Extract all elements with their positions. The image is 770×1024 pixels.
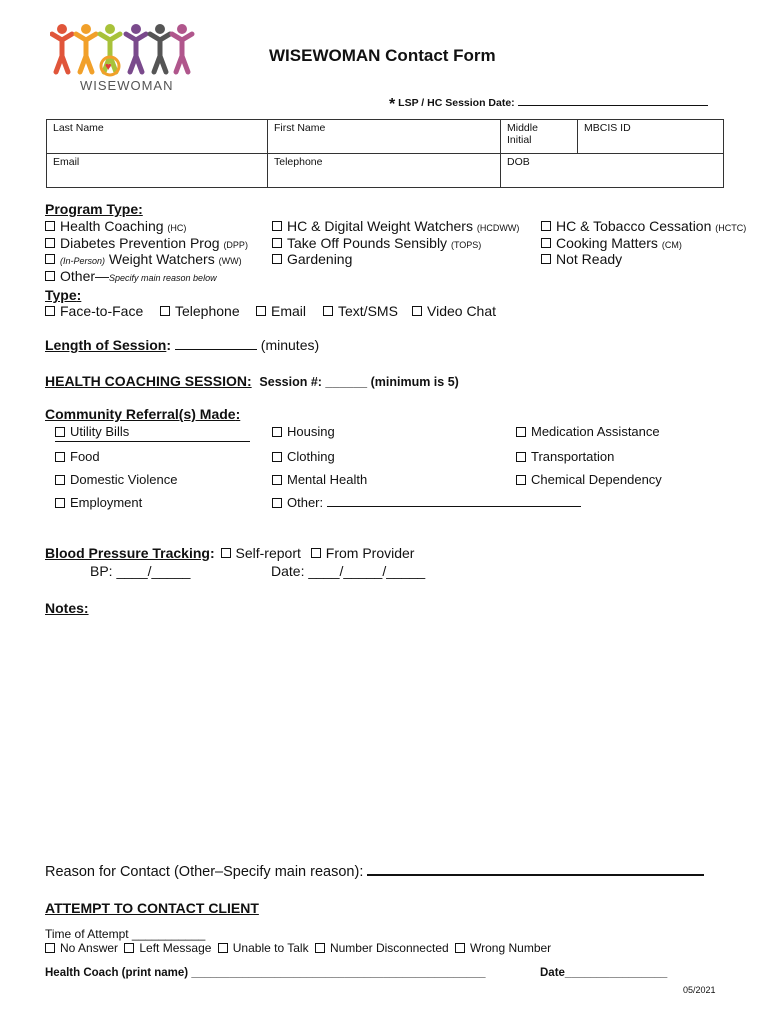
middle-initial-label: Middle Initial — [507, 122, 538, 146]
checkbox-icon[interactable] — [45, 943, 55, 953]
time-of-attempt[interactable]: Time of Attempt ___________ — [45, 927, 206, 941]
checkbox-icon[interactable] — [272, 498, 282, 508]
checkbox-icon[interactable] — [45, 271, 55, 281]
checkbox-icon[interactable] — [541, 254, 551, 264]
checkbox-icon[interactable] — [516, 475, 526, 485]
attempt-no-answer[interactable]: No Answer — [60, 941, 119, 955]
checkbox-icon[interactable] — [315, 943, 325, 953]
ref-employment[interactable]: Employment — [55, 495, 142, 510]
program-dpp[interactable]: Diabetes Prevention Prog (DPP) — [45, 235, 248, 251]
ref-utility-bills[interactable]: Utility Bills — [55, 424, 129, 439]
checkbox-icon[interactable] — [55, 475, 65, 485]
type-email[interactable]: Email — [256, 303, 306, 319]
notes-area[interactable] — [45, 622, 725, 852]
checkbox-icon[interactable] — [124, 943, 134, 953]
ref-mental-health[interactable]: Mental Health — [272, 472, 367, 487]
type-heading: Type: — [45, 287, 82, 303]
last-name-label: Last Name — [53, 122, 104, 134]
checkbox-icon[interactable] — [272, 238, 282, 248]
bp-date[interactable]: Date: ____/_____/_____ — [271, 563, 426, 579]
reason-line — [367, 874, 704, 876]
ref-housing[interactable]: Housing — [272, 424, 335, 439]
ref-domestic-violence[interactable]: Domestic Violence — [55, 472, 177, 487]
program-gardening[interactable]: Gardening — [272, 251, 352, 267]
bp-from-provider[interactable]: From Provider — [325, 545, 415, 561]
logo-heart: ♥ — [105, 61, 112, 73]
checkbox-icon[interactable] — [55, 498, 65, 508]
health-coaching-session-field[interactable] — [45, 373, 459, 389]
length-of-session-field[interactable]: Length of Session: (minutes) — [45, 337, 320, 353]
asterisk: * — [389, 96, 396, 113]
checkbox-icon[interactable] — [272, 221, 282, 231]
ref-clothing[interactable]: Clothing — [272, 449, 335, 464]
session-number: Session #: ______ (minimum is 5) — [259, 375, 459, 389]
last-name-field[interactable] — [47, 120, 268, 154]
checkbox-icon[interactable] — [516, 452, 526, 462]
logo-figure — [126, 24, 146, 72]
email-field[interactable] — [47, 154, 268, 188]
attempt-left-message[interactable]: Left Message — [139, 941, 212, 955]
client-info-table — [46, 119, 724, 188]
checkbox-icon[interactable] — [55, 452, 65, 462]
program-cm[interactable]: Cooking Matters (CM) — [541, 235, 682, 251]
attempt-heading: ATTEMPT TO CONTACT CLIENT — [45, 900, 259, 916]
referrals-heading: Community Referral(s) Made: — [45, 406, 241, 422]
checkbox-icon[interactable] — [455, 943, 465, 953]
health-coaching-label: HEALTH COACHING SESSION: — [45, 373, 252, 389]
checkbox-icon[interactable] — [272, 452, 282, 462]
type-text-sms[interactable]: Text/SMS — [323, 303, 398, 319]
program-hcdww[interactable]: HC & Digital Weight Watchers (HCDWW) — [272, 218, 519, 234]
form-version: 05/2021 — [683, 985, 716, 995]
checkbox-icon[interactable] — [218, 943, 228, 953]
attempt-number-disconnected[interactable]: Number Disconnected — [329, 941, 449, 955]
notes-heading: Notes: — [45, 600, 89, 616]
session-date-label: LSP / HC Session Date: — [398, 97, 515, 109]
length-unit: (minutes) — [260, 337, 320, 353]
bp-self-report[interactable]: Self-report — [235, 545, 301, 561]
reason-label: Reason for Contact (Other–Specify main reason): — [45, 864, 364, 880]
ref-chemical-dependency[interactable]: Chemical Dependency — [516, 472, 662, 487]
checkbox-icon[interactable] — [45, 254, 55, 264]
checkbox-icon[interactable] — [45, 221, 55, 231]
checkbox-icon[interactable] — [323, 306, 333, 316]
utility-bills-underline — [55, 441, 250, 442]
bp-tracking-row: Blood Pressure Tracking: Self-report From Provider — [45, 545, 415, 561]
checkbox-icon[interactable] — [272, 475, 282, 485]
mbcis-id-label: MBCIS ID — [584, 122, 631, 134]
attempt-options — [45, 941, 551, 955]
ref-other[interactable]: Other: — [272, 495, 581, 510]
program-hctc[interactable]: HC & Tobacco Cessation (HCTC) — [541, 218, 746, 234]
dob-field[interactable] — [501, 154, 724, 188]
checkbox-icon[interactable] — [272, 427, 282, 437]
program-other[interactable]: Other—Specify main reason below — [45, 268, 217, 284]
health-coach-name-field[interactable]: Health Coach (print name) ______________________________________________ — [45, 967, 486, 979]
logo-text: WISEWOMAN — [80, 78, 174, 93]
checkbox-icon[interactable] — [541, 238, 551, 248]
telephone-label: Telephone — [274, 156, 323, 168]
form-title: WISEWOMAN Contact Form — [269, 46, 496, 65]
session-date-line — [518, 105, 708, 106]
program-tops[interactable]: Take Off Pounds Sensibly (TOPS) — [272, 235, 481, 251]
bp-reading[interactable]: BP: ____/_____ — [90, 563, 191, 579]
checkbox-icon[interactable] — [160, 306, 170, 316]
checkbox-icon[interactable] — [45, 238, 55, 248]
program-type-heading: Program Type: — [45, 201, 143, 217]
checkbox-icon[interactable] — [272, 254, 282, 264]
attempt-wrong-number[interactable]: Wrong Number — [470, 941, 552, 955]
session-date-field[interactable] — [389, 96, 708, 114]
mbcis-id-field[interactable] — [578, 120, 724, 154]
checkbox-icon[interactable] — [45, 306, 55, 316]
logo-figure — [76, 24, 96, 72]
reason-for-contact-field[interactable] — [45, 864, 704, 880]
middle-initial-field[interactable] — [501, 120, 578, 154]
health-coach-date-field[interactable]: Date________________ — [540, 967, 668, 979]
checkbox-icon[interactable] — [256, 306, 266, 316]
length-line — [175, 349, 257, 350]
checkbox-icon[interactable] — [541, 221, 551, 231]
checkbox-icon[interactable] — [55, 427, 65, 437]
email-label: Email — [53, 156, 80, 168]
checkbox-icon[interactable] — [221, 548, 231, 558]
first-name-label: First Name — [274, 122, 326, 134]
ref-medication-assistance[interactable]: Medication Assistance — [516, 424, 660, 439]
logo-figure — [150, 24, 170, 72]
length-label: Length of Session — [45, 337, 167, 353]
checkbox-icon[interactable] — [412, 306, 422, 316]
ref-transportation[interactable]: Transportation — [516, 449, 614, 464]
bp-heading: Blood Pressure Tracking — [45, 545, 210, 561]
checkbox-icon[interactable] — [311, 548, 321, 558]
telephone-field[interactable] — [268, 154, 501, 188]
program-hc[interactable]: Health Coaching (HC) — [45, 218, 186, 234]
program-ww[interactable]: (In-Person) Weight Watchers (WW) — [45, 251, 242, 267]
first-name-field[interactable] — [268, 120, 501, 154]
other-line — [327, 506, 581, 507]
logo-figure — [172, 24, 192, 72]
wisewoman-logo — [50, 20, 200, 96]
attempt-unable-to-talk[interactable]: Unable to Talk — [232, 941, 309, 955]
logo-figure — [52, 24, 72, 72]
ref-food[interactable]: Food — [55, 449, 100, 464]
dob-label: DOB — [507, 156, 530, 168]
program-not-ready[interactable]: Not Ready — [541, 251, 622, 267]
checkbox-icon[interactable] — [516, 427, 526, 437]
type-video-chat[interactable]: Video Chat — [412, 303, 496, 319]
type-face-to-face[interactable]: Face-to-Face — [45, 303, 143, 319]
type-telephone[interactable]: Telephone — [160, 303, 240, 319]
